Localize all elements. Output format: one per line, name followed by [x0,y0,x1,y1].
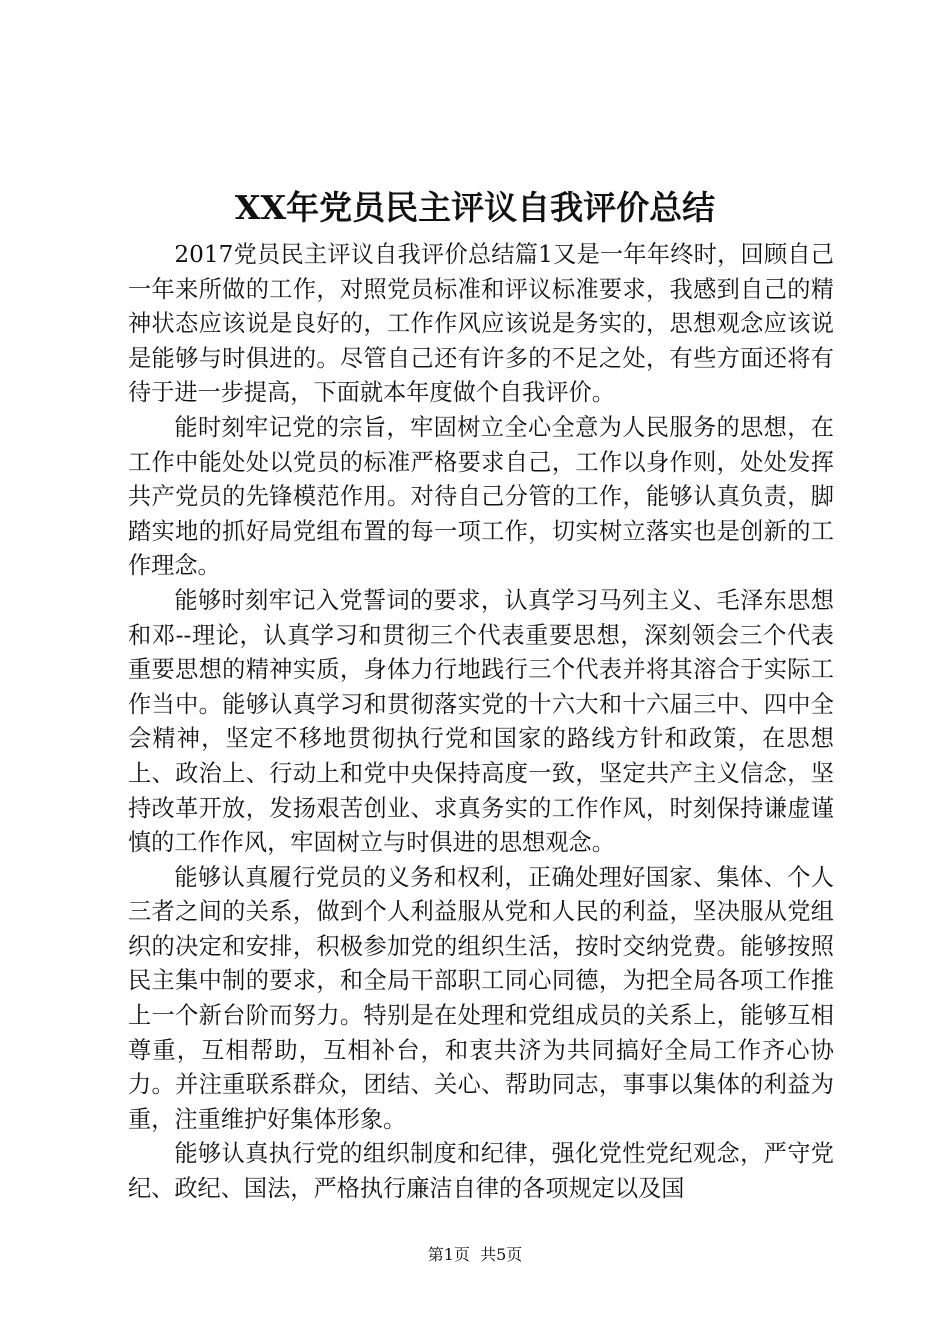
page-number-label: 第1页 共5页 [427,1245,523,1264]
paragraph-3: 能够时刻牢记入党誓词的要求，认真学习马列主义、毛泽东思想和邓--理论，认真学习和贯彻三个代表重要思想，深刻领会三个代表重要思想的精神实质，身体力行地践行三个代表并将其溶合于实际工作当中。能够认真学习和贯彻落实党的十六大和十六届三中、四中全会精神，坚定不移地贯彻执行党和国家的路线方针和政策，在思想上、政治上、行动上和党中央保持高度一致，坚定共产主义信念，坚持改革开放，发扬艰苦创业、求真务实的工作作风，时刻保持谦虚谨慎的工作作风，牢固树立与时俱进的思想观念。 [128,586,834,857]
document-title: XX年党员民主评议自我评价总结 [234,188,716,227]
paragraph-4: 能够认真履行党员的义务和权利，正确处理好国家、集体、个人三者之间的关系，做到个人利益服从党和人民的利益，坚决服从党组织的决定和安排，积极参加党的组织生活，按时交纳党费。能够按照民主集中制的要求，和全局干部职工同心同德，为把全局各项工作推上一个新台阶而努力。特别是在处理和党组成员的关系上，能够互相尊重，互相帮助，互相补台，和衷共济为共同搞好全局工作齐心协力。并注重联系群众，团结、关心、帮助同志，事事以集体的利益为重，注重维护好集体形象。 [128,863,834,1133]
paragraph-2: 能时刻牢记党的宗旨，牢固树立全心全意为人民服务的思想，在工作中能处处以党员的标准严格要求自己，工作以身作则，处处发挥共产党员的先锋模范作用。对待自己分管的工作，能够认真负责，脚踏实地的抓好局党组布置的每一项工作，切实树立落实也是创新的工作理念。 [128,413,834,580]
page-footer [0,1245,950,1265]
document-body [128,238,834,1207]
paragraph-5: 能够认真执行党的组织制度和纪律，强化党性党纪观念，严守党纪、政纪、国法，严格执行廉洁自律的各项规定以及国 [128,1140,834,1203]
paragraph-1: 2017党员民主评议自我评价总结篇1又是一年年终时，回顾自己一年来所做的工作，对照党员标准和评议标准要求，我感到自己的精神状态应该说是良好的，工作作风应该说是务实的，思想观念应该说是能够与时俱进的。尽管自己还有许多的不足之处，有些方面还将有待于进一步提高，下面就本年度做个自我评价。 [128,241,834,407]
